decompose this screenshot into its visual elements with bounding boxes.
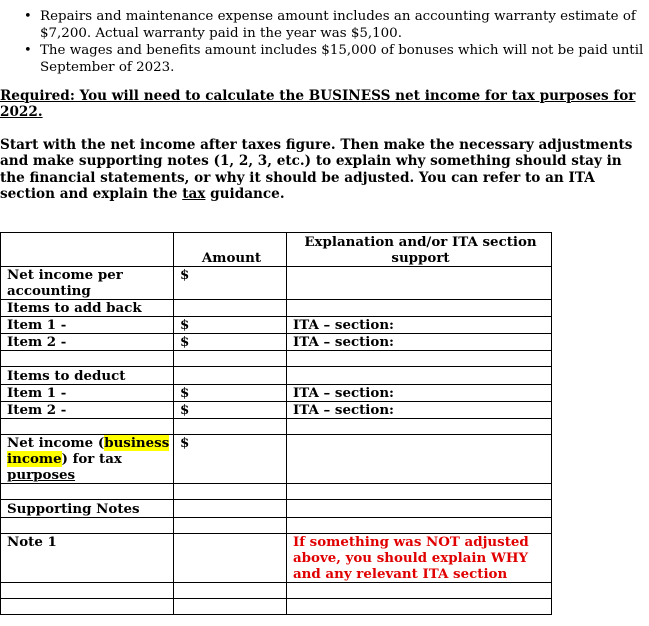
row-net-income-accounting bbox=[1, 267, 552, 300]
bullet-bonuses: • The wages and benefits amount includes $15,000 of bonuses which will not be paid until September of 2023. bbox=[40, 42, 649, 76]
row-deduct-item-2 bbox=[1, 402, 552, 419]
amount-net-income-tax[interactable]: $ bbox=[174, 435, 287, 484]
row-items-add-back bbox=[1, 300, 552, 317]
row-deduct-item-1 bbox=[1, 385, 552, 402]
explanation-net-income-tax[interactable] bbox=[287, 435, 552, 484]
row-add-item-1 bbox=[1, 317, 552, 334]
label-note-1: Note 1 bbox=[1, 534, 174, 583]
header-row bbox=[1, 233, 552, 267]
amount-deduct-item-2[interactable]: $ bbox=[174, 402, 287, 419]
label-supporting-notes: Supporting Notes bbox=[1, 500, 174, 518]
context-bullets bbox=[14, 8, 649, 76]
row-note-1 bbox=[1, 534, 552, 583]
row-supporting-notes bbox=[1, 500, 552, 518]
row-spacer bbox=[1, 419, 552, 435]
instructions-part2: guidance. bbox=[205, 185, 285, 202]
amount-note-1[interactable] bbox=[174, 534, 287, 583]
instructions-part1: Start with the net income after taxes figure. Then make the necessary adjustments and make supporting notes (1, 2, 3, etc.) to explain why something should stay in the financial statements, or why it should be adjusted. You can refer to an ITA section and explain the bbox=[0, 137, 633, 202]
label-deduct-item-2: Item 2 - bbox=[1, 402, 174, 419]
explanation-note-1[interactable]: If something was NOT adjusted above, you should explain WHY and any relevant ITA section bbox=[287, 534, 552, 583]
label-add-item-2: Item 2 - bbox=[1, 334, 174, 351]
row-spacer bbox=[1, 351, 552, 367]
label-items-add-back: Items to add back bbox=[1, 300, 174, 317]
row-spacer bbox=[1, 518, 552, 534]
explanation-add-item-1[interactable]: ITA – section: bbox=[287, 317, 552, 334]
required-heading: Required: You will need to calculate the BUSINESS net income for tax purposes for 2022. bbox=[0, 88, 636, 120]
business-income-highlight: business income bbox=[7, 435, 170, 467]
explanation-net-income-accounting[interactable] bbox=[287, 267, 552, 300]
row-spacer bbox=[1, 599, 552, 615]
row-spacer bbox=[1, 583, 552, 599]
row-net-income-tax bbox=[1, 435, 552, 484]
label-add-item-1: Item 1 - bbox=[1, 317, 174, 334]
instructions bbox=[0, 137, 640, 202]
instructions-tax-word: tax bbox=[182, 185, 206, 202]
explanation-deduct-item-2[interactable]: ITA – section: bbox=[287, 402, 552, 419]
label-deduct-item-1: Item 1 - bbox=[1, 385, 174, 402]
header-amount: Amount bbox=[174, 233, 287, 267]
amount-add-item-2[interactable]: $ bbox=[174, 334, 287, 351]
amount-net-income-accounting[interactable]: $ bbox=[174, 267, 287, 300]
label-net-income-tax: Net income (business income) for tax purposes bbox=[1, 435, 174, 484]
label-items-deduct: Items to deduct bbox=[1, 367, 174, 385]
header-explanation: Explanation and/or ITA section support bbox=[287, 233, 552, 267]
tax-reconciliation-table bbox=[0, 232, 552, 615]
amount-add-item-1[interactable]: $ bbox=[174, 317, 287, 334]
explanation-deduct-item-1[interactable]: ITA – section: bbox=[287, 385, 552, 402]
row-spacer bbox=[1, 484, 552, 500]
purposes-word: purposes bbox=[7, 467, 76, 483]
amount-deduct-item-1[interactable]: $ bbox=[174, 385, 287, 402]
label-net-income-accounting: Net income per accounting bbox=[1, 267, 174, 300]
explanation-add-item-2[interactable]: ITA – section: bbox=[287, 334, 552, 351]
row-items-deduct bbox=[1, 367, 552, 385]
bullet-warranty: • Repairs and maintenance expense amount includes an accounting warranty estimate of $7,200. Actual warranty paid in the year was $5,100. bbox=[40, 8, 649, 42]
row-add-item-2 bbox=[1, 334, 552, 351]
